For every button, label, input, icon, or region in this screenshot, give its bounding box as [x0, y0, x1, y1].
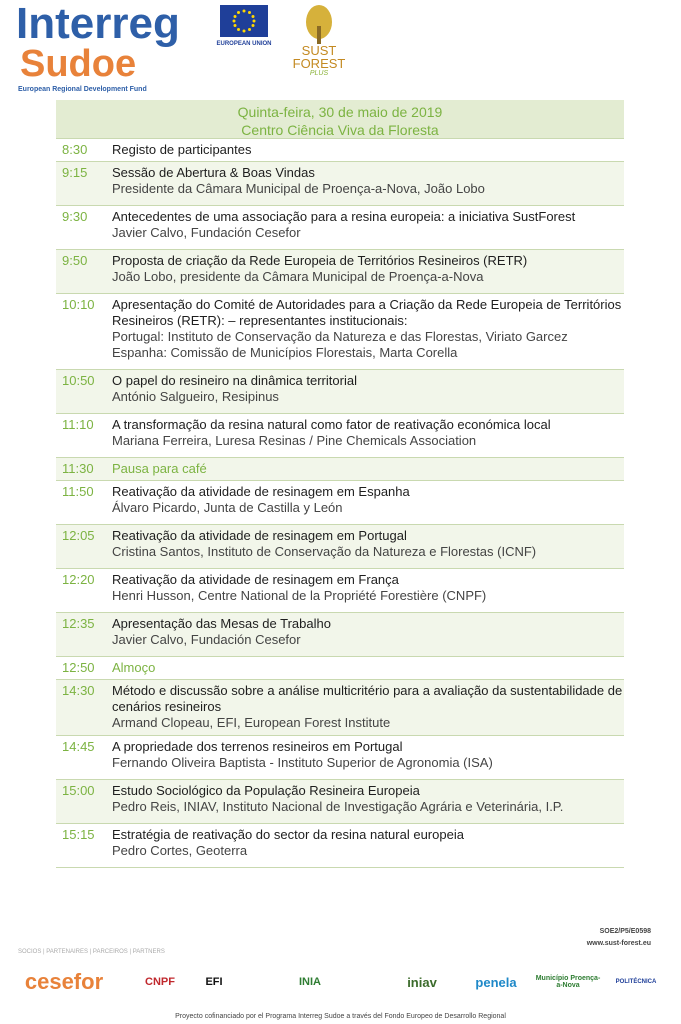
iniav-logo: iniav — [407, 974, 437, 990]
agenda-title: Apresentação das Mesas de Trabalho — [112, 616, 331, 631]
agenda-speaker: Javier Calvo, Fundación Cesefor — [112, 632, 301, 647]
agenda-content — [112, 657, 624, 679]
agenda-time: 9:30 — [62, 209, 88, 224]
cnpf-logo: CNPF — [145, 976, 175, 988]
agenda-content — [112, 481, 624, 524]
agenda-row — [56, 138, 624, 161]
sust-line2: FOREST — [292, 56, 346, 71]
agenda-time: 12:50 — [62, 660, 95, 675]
agenda-speaker: Armand Clopeau, EFI, European Forest Institute — [112, 715, 391, 730]
program-date: Quinta-feira, 30 de maio de 2019 — [237, 104, 443, 120]
agenda-content — [112, 250, 624, 293]
agenda-speaker: Espanha: Comissão de Municípios Florestais, Marta Corella — [112, 345, 458, 360]
agenda-row — [56, 779, 624, 823]
agenda-speaker: Pedro Reis, INIAV, Instituto Nacional de Investigação Agrária e Veterinária, I.P. — [112, 799, 564, 814]
agenda-time: 11:10 — [62, 417, 94, 432]
header — [0, 0, 681, 100]
sudoe-logo: Sudoe — [20, 43, 137, 85]
agenda-title: Reativação da atividade de resinagem em Portugal — [112, 528, 407, 543]
agenda-time: 12:05 — [62, 528, 95, 543]
agenda-time: 15:15 — [62, 827, 95, 842]
agenda-content — [112, 613, 624, 656]
eu-label: EUROPEAN UNION — [216, 41, 272, 47]
agenda-content — [112, 680, 624, 735]
program-header — [56, 100, 624, 138]
agenda-speaker: Pedro Cortes, Geoterra — [112, 843, 248, 858]
agenda-content — [112, 206, 624, 249]
agenda-speaker: Portugal: Instituto de Conservação da Natureza e das Florestas, Viriato Garcez — [112, 329, 568, 344]
agenda-title: Antecedentes de uma associação para a resina europeia: a iniciativa SustForest — [112, 209, 576, 224]
sust-line1: SUST — [301, 43, 337, 58]
agenda-title: Proposta de criação da Rede Europeia de Territórios Resineiros (RETR) — [112, 253, 528, 268]
agenda-content — [112, 139, 624, 161]
partner-logos — [14, 960, 664, 1008]
agenda-time: 9:50 — [62, 253, 88, 268]
funding-note: Proyecto cofinanciado por el Programa Interreg Sudoe a través del Fondo Europeo de Desarrollo Regional — [175, 1013, 506, 1020]
politecnica-logo: POLITÉCNICA — [615, 979, 657, 985]
agenda-end-rule — [56, 867, 624, 868]
agenda-speaker: Presidente da Câmara Municipal de Proença-a-Nova, João Lobo — [112, 181, 485, 196]
agenda-speaker: Álvaro Picardo, Junta de Castilla y León — [112, 500, 343, 515]
sust-forest-logo — [288, 4, 350, 86]
agenda-time: 11:30 — [62, 461, 94, 476]
fund-text: European Regional Development Fund — [18, 86, 147, 93]
agenda-time: 12:20 — [62, 572, 95, 587]
agenda-time: 14:30 — [62, 683, 95, 698]
interreg-logo: Interreg — [16, 0, 180, 48]
agenda-speaker: Henri Husson, Centre National de la Propriété Forestière (CNPF) — [112, 588, 487, 603]
efi-logo: EFI — [205, 976, 223, 988]
agenda-speaker: Javier Calvo, Fundación Cesefor — [112, 225, 301, 240]
agenda-speaker: Mariana Ferreira, Luresa Resinas / Pine Chemicals Association — [112, 433, 477, 448]
agenda-row — [56, 293, 624, 369]
proenca-logo: Município Proença-a-Nova — [535, 975, 601, 989]
agenda-title: Método e discussão sobre a análise multicritério para a avaliação da sustentabilidade de cenários resineiros — [112, 683, 623, 714]
agenda-row — [56, 656, 624, 679]
agenda-content — [112, 370, 624, 413]
agenda-row — [56, 369, 624, 413]
agenda-content — [112, 525, 624, 568]
partners-label: SOCIOS | PARTENAIRES | PARCEIROS | PARTNERS — [18, 949, 165, 955]
agenda-row — [56, 249, 624, 293]
agenda-time: 14:45 — [62, 739, 95, 754]
agenda-content — [112, 569, 624, 612]
program — [56, 100, 624, 868]
project-code: SOE2/P5/E0598 — [599, 928, 651, 935]
project-code-block — [587, 926, 651, 950]
agenda-title: Estudo Sociológico da População Resineira Europeia — [112, 783, 420, 798]
agenda-row — [56, 524, 624, 568]
agenda-row — [56, 735, 624, 779]
agenda-content — [112, 736, 624, 779]
agenda-content — [112, 414, 624, 457]
agenda-row — [56, 679, 624, 735]
agenda-time: 10:50 — [62, 373, 95, 388]
agenda-title: Almoço — [112, 660, 156, 675]
agenda-content — [112, 824, 624, 867]
cesefor-logo: cesefor — [24, 969, 104, 994]
inia-logo: INIA — [299, 976, 321, 988]
agenda-row — [56, 823, 624, 867]
website[interactable]: www.sust-forest.eu — [586, 940, 651, 947]
agenda-title: O papel do resineiro na dinâmica territorial — [112, 373, 357, 388]
agenda-speaker: António Salgueiro, Resipinus — [112, 389, 279, 404]
agenda-speaker: João Lobo, presidente da Câmara Municipal de Proença-a-Nova — [112, 269, 484, 284]
agenda-title: Reativação da atividade de resinagem em França — [112, 572, 399, 587]
agenda-content — [112, 162, 624, 205]
agenda-list — [56, 138, 624, 868]
agenda-content — [112, 458, 624, 480]
agenda-title: Reativação da atividade de resinagem em Espanha — [112, 484, 410, 499]
agenda-content — [112, 780, 624, 823]
agenda-row — [56, 568, 624, 612]
agenda-row — [56, 480, 624, 524]
agenda-time: 12:35 — [62, 616, 95, 631]
agenda-title: Registo de participantes — [112, 142, 252, 157]
agenda-title: A propriedade dos terrenos resineiros em Portugal — [112, 739, 403, 754]
eu-flag-icon — [220, 5, 268, 37]
agenda-row — [56, 161, 624, 205]
agenda-speaker: Cristina Santos, Instituto de Conservação da Natureza e Florestas (ICNF) — [112, 544, 537, 559]
agenda-content — [112, 294, 624, 369]
penela-logo: penela — [475, 974, 517, 990]
agenda-row — [56, 612, 624, 656]
agenda-speaker: Fernando Oliveira Baptista - Instituto Superior de Agronomia (ISA) — [112, 755, 493, 770]
agenda-time: 11:50 — [62, 484, 94, 499]
agenda-row — [56, 413, 624, 457]
agenda-row — [56, 205, 624, 249]
sust-plus: PLUS — [309, 70, 329, 77]
agenda-title: A transformação da resina natural como fator de reativação económica local — [112, 417, 551, 432]
agenda-time: 9:15 — [62, 165, 88, 180]
tree-icon — [288, 4, 350, 44]
agenda-time: 15:00 — [62, 783, 95, 798]
agenda-title: Pausa para café — [112, 461, 207, 476]
agenda-title: Apresentação do Comité de Autoridades para a Criação da Rede Europeia de Territórios Resineiros (RETR): – representantes institucionais: — [112, 297, 622, 328]
agenda-row — [56, 457, 624, 480]
agenda-time: 8:30 — [62, 142, 88, 157]
agenda-title: Estratégia de reativação do sector da resina natural europeia — [112, 827, 464, 842]
agenda-time: 10:10 — [62, 297, 95, 312]
program-venue: Centro Ciência Viva da Floresta — [241, 122, 439, 138]
agenda-title: Sessão de Abertura & Boas Vindas — [112, 165, 315, 180]
